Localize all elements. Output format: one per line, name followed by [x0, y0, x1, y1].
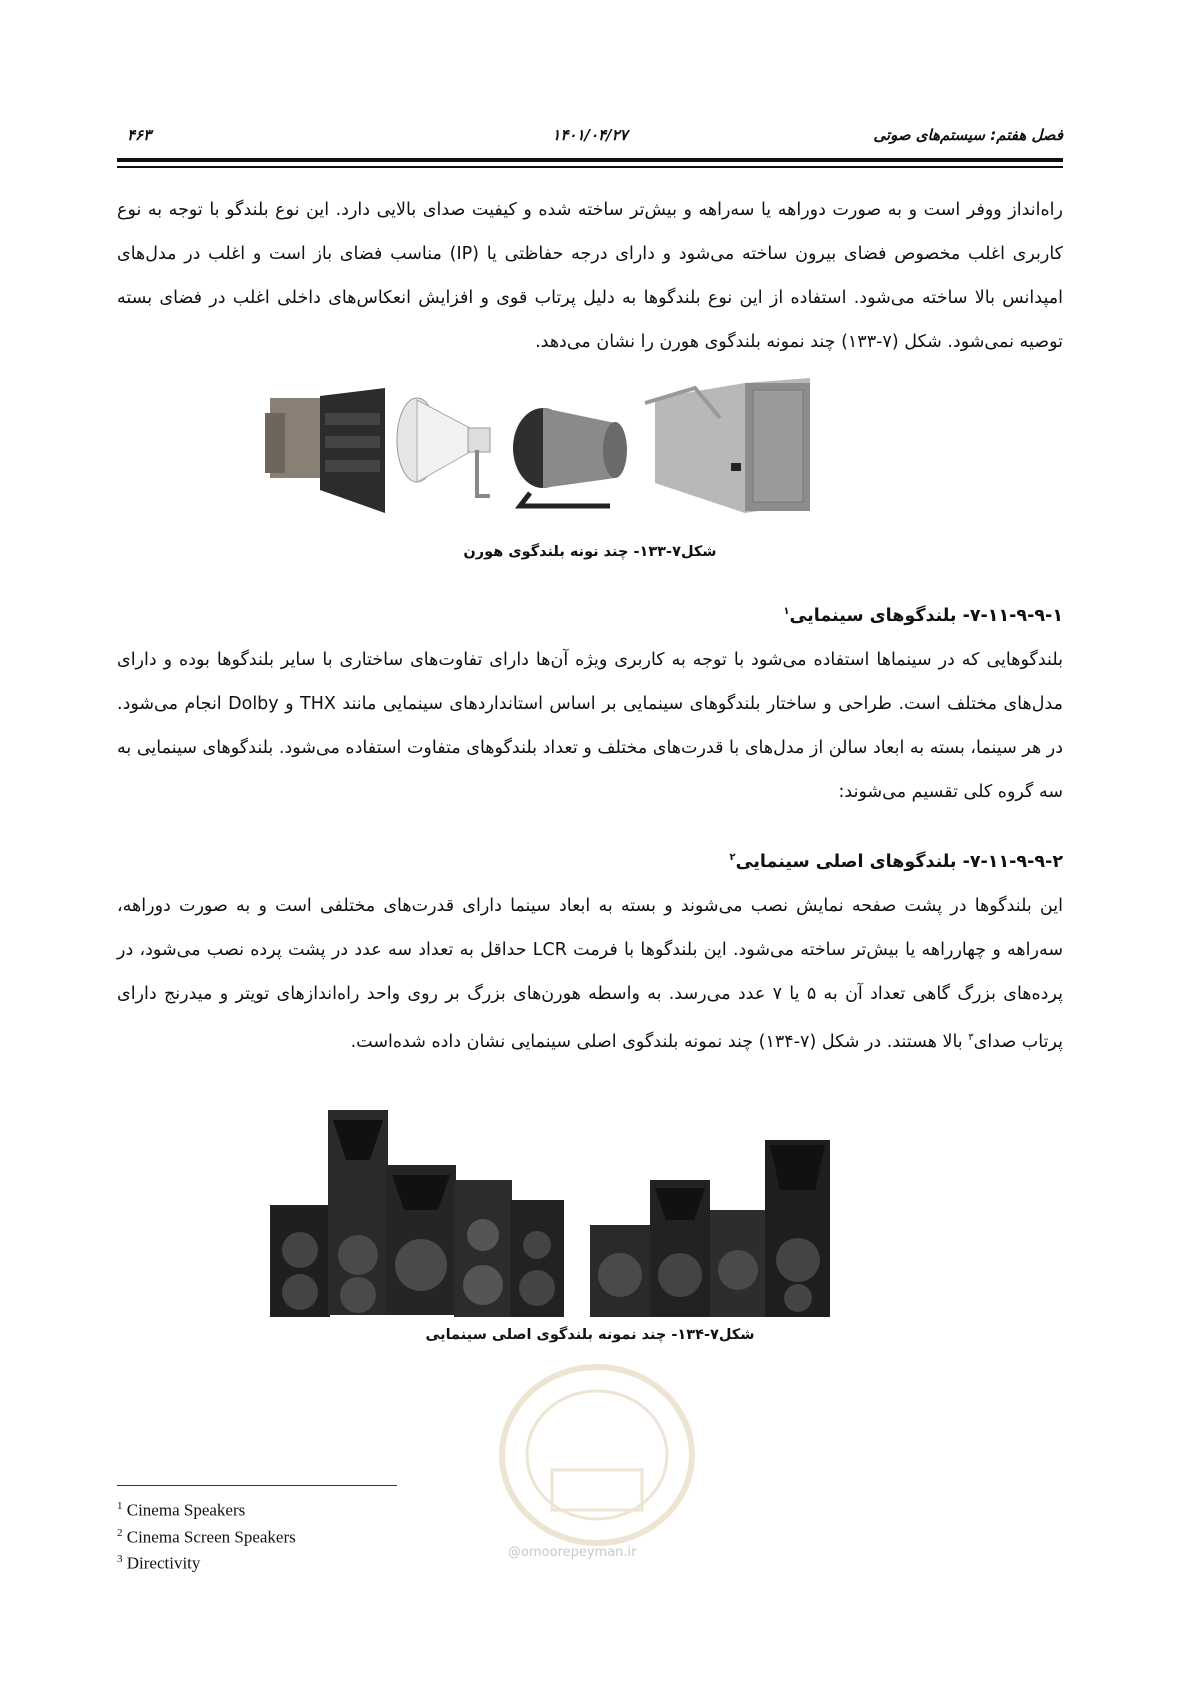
section-1-paragraph	[117, 638, 1063, 814]
section-2-heading	[117, 843, 1063, 877]
section-1-title: ۷-۱۱-۹-۹-۱- بلندگوهای سینمایی	[789, 605, 1063, 626]
cinema-speaker-group-right	[590, 1140, 830, 1317]
horn-speaker-4	[645, 378, 810, 513]
watermark-seal	[492, 1360, 702, 1550]
section-2-title: ۷-۱۱-۹-۹-۲- بلندگوهای اصلی سینمایی	[735, 851, 1063, 872]
figure-2-caption: شکل۷-۱۳۴- چند نمونه بلندگوی اصلی سینمایی	[425, 1327, 755, 1343]
paragraph-text-part2: بالا هستند. در شکل (۷-۱۳۴) چند نمونه بلندگوی اصلی سینمایی نشان داده شده‌است.	[350, 1031, 969, 1052]
header-rule-thin	[117, 166, 1063, 168]
page-number: ۴۶۳	[127, 126, 152, 144]
footnotes	[117, 1495, 296, 1575]
chapter-title: فصل هفتم: سیستم‌های صوتی	[873, 126, 1063, 144]
header-date: ۱۴۰۱/۰۴/۲۷	[552, 126, 628, 144]
watermark-text: @omoorepeyman.ir	[508, 1545, 637, 1560]
paragraph-text	[117, 884, 1063, 1064]
footnote-3: $^3$ Directivity	[117, 1553, 201, 1573]
horn-speaker-3	[513, 408, 627, 506]
paragraph-text: راه‌انداز ووفر است و به صورت دوراهه یا سه‌راهه و بیش‌تر ساخته شده و کیفیت صدای بالایی دارد. این نوع بلندگو با توجه به نوع کاربری اغلب مخصوص فضای بیرون ساخته می‌شود و دارای درجه حفاظتی یا (IP) مناسب فضای باز است و اغلب در مدل‌های امپدانس بالا ساخته می‌شود. استفاده از این نوع بلندگوها به دلیل پرتاب قوی و افزایش انعکاس‌های داخلی اغلب در فضای بسته توصیه نمی‌شود. شکل (۷-۱۳۳) چند نمونه بلندگوی هورن را نشان می‌دهد.	[117, 200, 1063, 352]
section-2-paragraph	[117, 884, 1063, 1064]
page-header	[117, 126, 1063, 150]
horn-speakers-image	[265, 378, 825, 538]
footnote-2: $^2$ Cinema Screen Speakers	[117, 1526, 296, 1547]
footnote-rule	[117, 1485, 397, 1486]
section-1-heading	[117, 597, 1063, 631]
figure-1-caption: شکل۷-۱۳۳- چند نونه بلندگوی هورن	[463, 544, 717, 560]
cinema-speakers-image	[270, 1110, 900, 1320]
footnote-ref-3: ۳	[968, 1032, 974, 1043]
cinema-speaker-group-left	[270, 1110, 564, 1317]
footnote-1: $^1$ Cinema Speakers	[117, 1500, 246, 1520]
paragraph-text: بلندگوهایی که در سینماها استفاده می‌شود با توجه به کاربری ویژه آن‌ها دارای تفاوت‌های ساختاری با سایر بلندگوها بوده و دارای مدل‌های مختلف است. طراحی و ساختار بلندگوهای سینمایی بر اساس استانداردهای سینمایی مانند THX و Dolby انجام می‌شود. در هر سینما، بسته به ابعاد سالن از مدل‌های با قدرت‌های مختلف و تعداد بلندگوهای متفاوت استفاده می‌شود. بلندگوهای سینمایی به سه گروه کلی تقسیم می‌شوند:	[117, 650, 1064, 802]
body-paragraph-1	[117, 188, 1063, 364]
footnote-ref-2: ۲	[729, 852, 736, 863]
paragraph-text-part1: این بلندگوها در پشت صفحه نمایش نصب می‌شوند و بسته به ابعاد سینما دارای قدرت‌های مختلفی است و به صورت دوراهه، سه‌راهه و چهارراهه یا بیش‌تر ساخته می‌شود. این بلندگوها با فرمت LCR حداقل به تعداد سه عدد در پشت پرده نصب می‌شود، در پرده‌های بزرگ گاهی تعداد آن به ۵ یا ۷ عدد می‌رسد. به واسطه هورن‌های بزرگ بر روی واحد راه‌اندازهای تویتر و میدرنج دارای پرتاب صدای	[117, 896, 1064, 1052]
footnote-ref-1: ۱	[783, 606, 790, 617]
horn-speaker-2	[397, 398, 490, 496]
horn-speaker-1	[265, 388, 385, 513]
header-rule-thick	[117, 158, 1063, 162]
